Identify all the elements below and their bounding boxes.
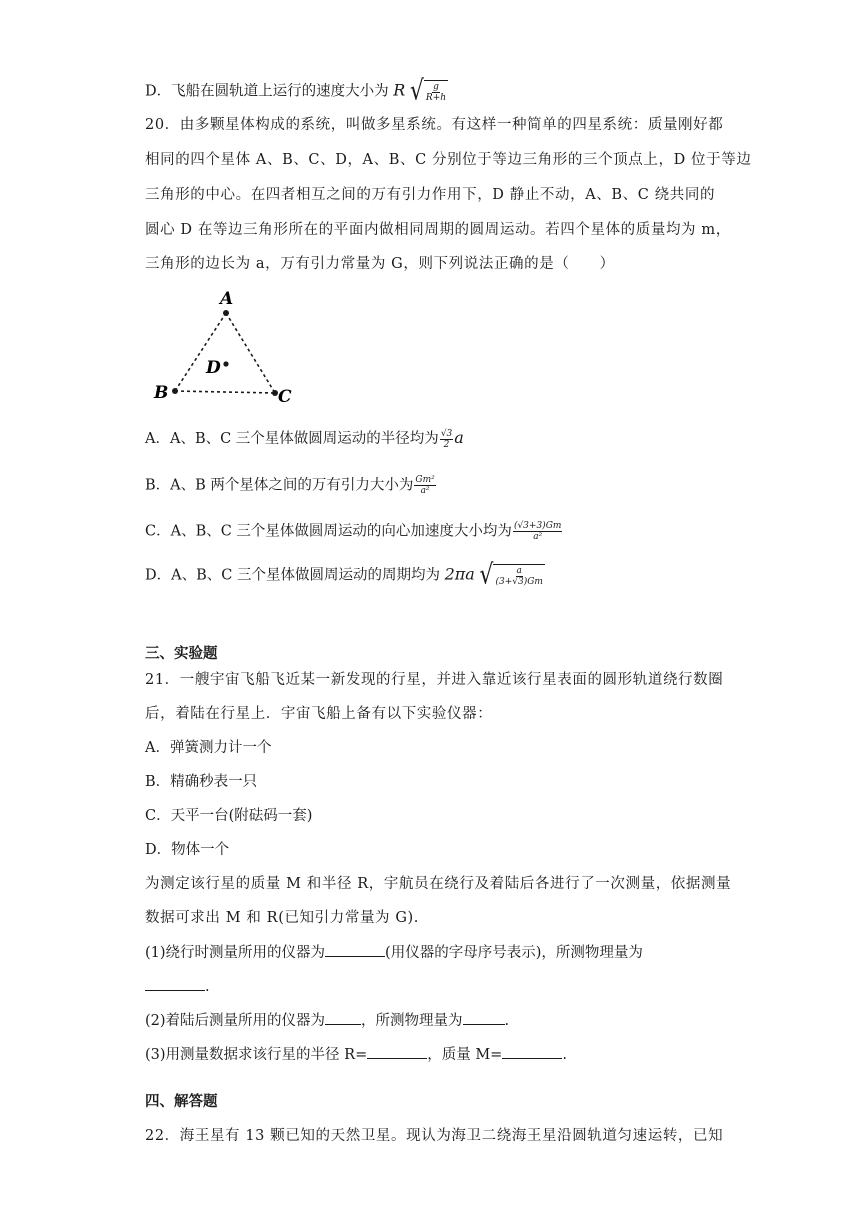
q22-stem-line-1: 22．海王星有 13 颗已知的天然卫星。现认为海卫二绕海王星沿圆轨道匀速运转，已知 — [145, 1128, 724, 1144]
star-b-dot — [172, 388, 178, 394]
q21-desc-line-1: 为测定该行星的质量 M 和半径 R，宇航员在绕行及着陆后各进行了一次测量，依据测量 — [145, 876, 732, 892]
q19-option-d-sqrt — [409, 75, 448, 107]
q21-sub2-text-b: ，所测物理量为 — [361, 1013, 463, 1029]
label-a: A — [220, 289, 234, 309]
q20-option-d-text: D．A、B、C 三个星体做圆周运动的周期均为 — [145, 567, 440, 584]
q19-option-d-frac-num: g — [433, 82, 439, 92]
q21-sub2-text-a: (2)着陆后测量所用的仪器为 — [145, 1013, 326, 1029]
q21-sub2-blank-1[interactable] — [325, 1010, 361, 1025]
q20-stem-line-3: 三角形的中心。在四者相互之间的万有引力作用下，D 静止不动，A、B、C 绕共同的 — [145, 187, 716, 203]
q21-sub1 — [145, 942, 643, 963]
q21-sub2-blank-2[interactable] — [463, 1010, 505, 1025]
label-b: B — [154, 383, 169, 403]
q21-sub2 — [145, 1010, 509, 1031]
q21-item-d: D．物体一个 — [145, 842, 230, 858]
q21-stem-line-2: 后，着陆在行星上．宇宙飞船上备有以下实验仪器： — [145, 706, 493, 722]
q21-desc-line-2: 数据可求出 M 和 R(已知引力常量为 G). — [145, 910, 420, 926]
q21-sub2-end: . — [504, 1013, 510, 1029]
q20-stem-line-2: 相同的四个星体 A、B、C、D，A、B、C 分别位于等边三角形的三个顶点上，D 位于等边 — [145, 152, 752, 168]
q20-option-b-den: a² — [420, 486, 430, 496]
q21-sub1-text-b: (用仪器的字母序号表示)，所测物理量为 — [385, 945, 643, 961]
q21-sub1-end: . — [205, 979, 210, 995]
q20-option-b-num: Gm² — [415, 475, 435, 485]
q20-option-c-text: C．A、B、C 三个星体做圆周运动的向心加速度大小均为 — [145, 523, 512, 540]
q21-sub1-cont — [145, 976, 210, 997]
q20-option-b-text: B．A、B 两个星体之间的万有引力大小为 — [145, 477, 414, 494]
q21-sub1-blank-2[interactable] — [145, 976, 205, 991]
q20-option-a — [145, 428, 464, 450]
q20-option-d-sqrt — [479, 559, 545, 591]
star-d-dot — [223, 361, 228, 366]
star-a-dot — [223, 310, 229, 316]
q21-sub3-blank-2[interactable] — [502, 1044, 562, 1059]
q20-option-d-num: a — [516, 566, 522, 576]
q20-stem-line-5: 三角形的边长为 a，万有引力常量为 G，则下列说法正确的是（ ） — [145, 256, 615, 272]
q20-option-d — [145, 559, 545, 591]
q20-option-c-num: (√3+3)Gm — [513, 521, 562, 531]
q20-option-c-den: a² — [533, 532, 543, 542]
q21-sub3-text-a: (3)用测量数据求该行星的半径 R= — [145, 1047, 368, 1063]
edge-bc — [175, 391, 275, 393]
label-d: D — [206, 358, 221, 378]
q20-option-b — [145, 475, 437, 496]
q19-option-d-frac-den: R+h — [425, 93, 447, 103]
q21-item-c: C．天平一台(附砝码一套) — [145, 808, 313, 824]
q19-option-d-text: D．飞船在圆轨道上运行的速度大小为 — [145, 83, 389, 100]
q21-stem-line-1: 21．一艘宇宙飞船飞近某一新发现的行星，并进入靠近该行星表面的圆形轨道绕行数圈 — [145, 672, 724, 688]
q20-option-d-prefix: 2πa — [444, 564, 475, 584]
q21-item-b: B．精确秒表一只 — [145, 774, 258, 790]
q19-option-d-expr-prefix: R — [393, 80, 406, 100]
label-c: C — [278, 387, 292, 407]
q20-option-a-text: A．A、B、C 三个星体做圆周运动的半径均为 — [145, 431, 439, 447]
q21-item-a: A．弹簧测力计一个 — [145, 740, 272, 756]
q20-option-a-num: √3 — [440, 428, 453, 439]
q20-triangle-figure — [150, 285, 300, 410]
q21-sub3 — [145, 1044, 567, 1065]
q21-sub3-end: . — [562, 1047, 567, 1063]
q20-option-c — [145, 521, 563, 542]
q19-option-d — [145, 75, 448, 107]
q20-option-a-suffix: a — [454, 428, 464, 447]
sqrt-symbol-icon: √ — [409, 75, 424, 107]
q21-sub3-blank-1[interactable] — [367, 1044, 427, 1059]
edge-ab — [175, 313, 226, 391]
q21-sub3-text-b: ，质量 M= — [427, 1047, 503, 1063]
q21-sub1-text-a: (1)绕行时测量所用的仪器为 — [145, 945, 326, 961]
q20-option-d-den: (3+√3)Gm — [495, 577, 543, 587]
q20-stem-line-4: 圆心 D 在等边三角形所在的平面内做相同周期的圆周运动。若四个星体的质量均为 m， — [145, 222, 731, 238]
edge-ac — [226, 313, 275, 393]
q20-stem-line-1: 20．由多颗星体构成的系统，叫做多星系统。有这样一种简单的四星系统：质量刚好都 — [145, 117, 724, 133]
q20-option-a-den: 2 — [443, 439, 450, 450]
section-3-heading: 三、实验题 — [145, 646, 218, 662]
section-4-heading: 四、解答题 — [145, 1094, 218, 1110]
q21-sub1-blank-1[interactable] — [325, 942, 385, 957]
sqrt-symbol-icon: √ — [479, 559, 494, 591]
